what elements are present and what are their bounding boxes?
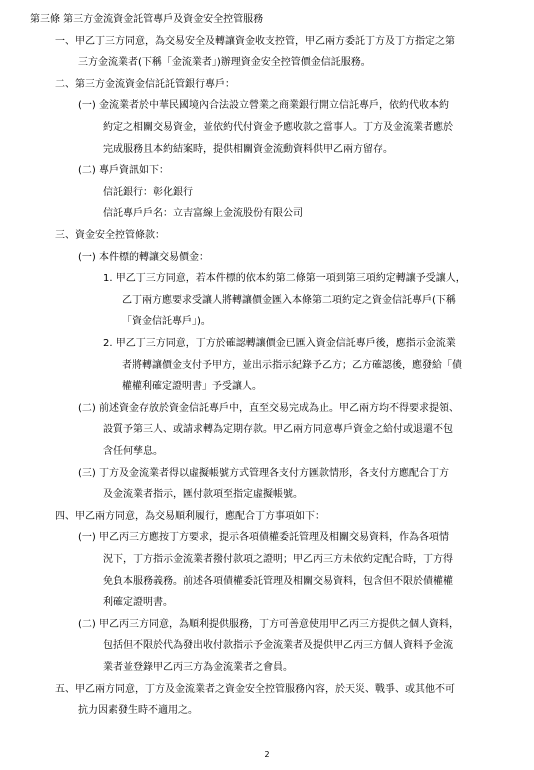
paragraph-line: (二) 專戶資訊如下：: [78, 165, 169, 176]
paragraph-line: 權權利確定證明書」予受讓人。: [122, 381, 262, 392]
paragraph-line: (三) 丁方及金流業者得以虛擬帳號方式管理各支付方匯款情形，各支付方應配合丁方: [78, 468, 449, 479]
paragraph-line: (一) 甲乙丙三方應按丁方要求，提示各項債權委託管理及相關交易資料，作為各項情: [78, 532, 449, 543]
paragraph-line: 完成服務且本約結案時，提供相關資金流動資料供甲乙兩方留存。: [103, 144, 393, 155]
paragraph-line: 者將轉讓價金支付予甲方，並出示指示紀錄予乙方；乙方確認後，應發給「債: [122, 360, 462, 371]
paragraph-line: 2. 甲乙丁三方同意，丁方於確認轉讓價金已匯入資金信託專戶後，應指示金流業: [103, 338, 456, 349]
paragraph-line: 五、甲乙兩方同意，丁方及金流業者之資金安全控管服務內容，於天災、戰爭、或其他不可: [55, 684, 455, 695]
account-name: 信託專戶戶名：立吉富線上金流股份有限公司: [103, 208, 303, 219]
paragraph-line: 抗力因素發生時不適用之。: [78, 705, 198, 716]
section-heading: 三、資金安全控管條款：: [55, 230, 165, 241]
paragraph-line: (二) 前述資金存放於資金信託專戶中，直至交易完成為止。甲乙兩方均不得要求提領、: [78, 403, 459, 414]
page-number: 2: [264, 750, 270, 759]
paragraph-line: 設質予第三人、或請求轉為定期存款。甲乙兩方同意專戶資金之給付或退還不包: [103, 424, 453, 435]
paragraph-line: 況下，丁方指示金流業者撥付款項之證明；甲乙丙三方未依約定配合時，丁方得: [103, 554, 453, 565]
paragraph-line: (一) 本件標的轉讓交易價金：: [78, 252, 209, 263]
section-heading: 二、第三方金流資金信託託管銀行專戶：: [55, 79, 235, 90]
article-heading: 第三條 第三方金流資金託管專戶及資金安全控管服務: [30, 14, 264, 25]
paragraph-line: 免負本服務義務。前述各項債權委託管理及相關交易資料，包含但不限於債權權: [103, 576, 453, 587]
paragraph-line: 「資金信託專戶」)。: [122, 316, 211, 327]
paragraph-line: 約定之相關交易資金，並依約代付資金予應收款之當事人。丁方及金流業者應於: [103, 122, 453, 133]
section-heading: 四、甲乙兩方同意，為交易順利履行，應配合丁方事項如下：: [55, 511, 325, 522]
paragraph-line: 業者並登錄甲乙丙三方為金流業者之會員。: [103, 662, 293, 673]
paragraph-line: 含任何孳息。: [103, 446, 163, 457]
paragraph-line: 1. 甲乙丁三方同意，若本件標的依本約第二條第一項到第三項約定轉讓予受讓人，: [103, 273, 466, 284]
account-bank: 信託銀行：彰化銀行: [103, 187, 193, 198]
paragraph-line: (一) 金流業者於中華民國境內合法設立營業之商業銀行開立信託專戶，依約代收本約: [78, 100, 449, 111]
paragraph-line: 及金流業者指示，匯付款項至指定虛擬帳號。: [103, 489, 303, 500]
paragraph-line: 利確定證明書。: [103, 597, 173, 608]
paragraph-line: 一、甲乙丁三方同意，為交易安全及轉讓資金收支控管，甲乙兩方委託丁方及丁方指定之第: [55, 36, 455, 47]
paragraph-line: 包括但不限於代為發出收付款指示予金流業者及提供甲乙丙三方個人資料予金流: [103, 640, 453, 651]
paragraph-line: 三方金流業者(下稱「金流業者」)辦理資金安全控管價金信託服務。: [78, 57, 371, 68]
paragraph-line: (二) 甲乙丙三方同意，為順利提供服務，丁方可善意使用甲乙丙三方提供之個人資料，: [78, 619, 459, 630]
paragraph-line: 乙丁兩方應要求受讓人將轉讓價金匯入本條第二項約定之資金信託專戶(下稱: [122, 295, 456, 306]
